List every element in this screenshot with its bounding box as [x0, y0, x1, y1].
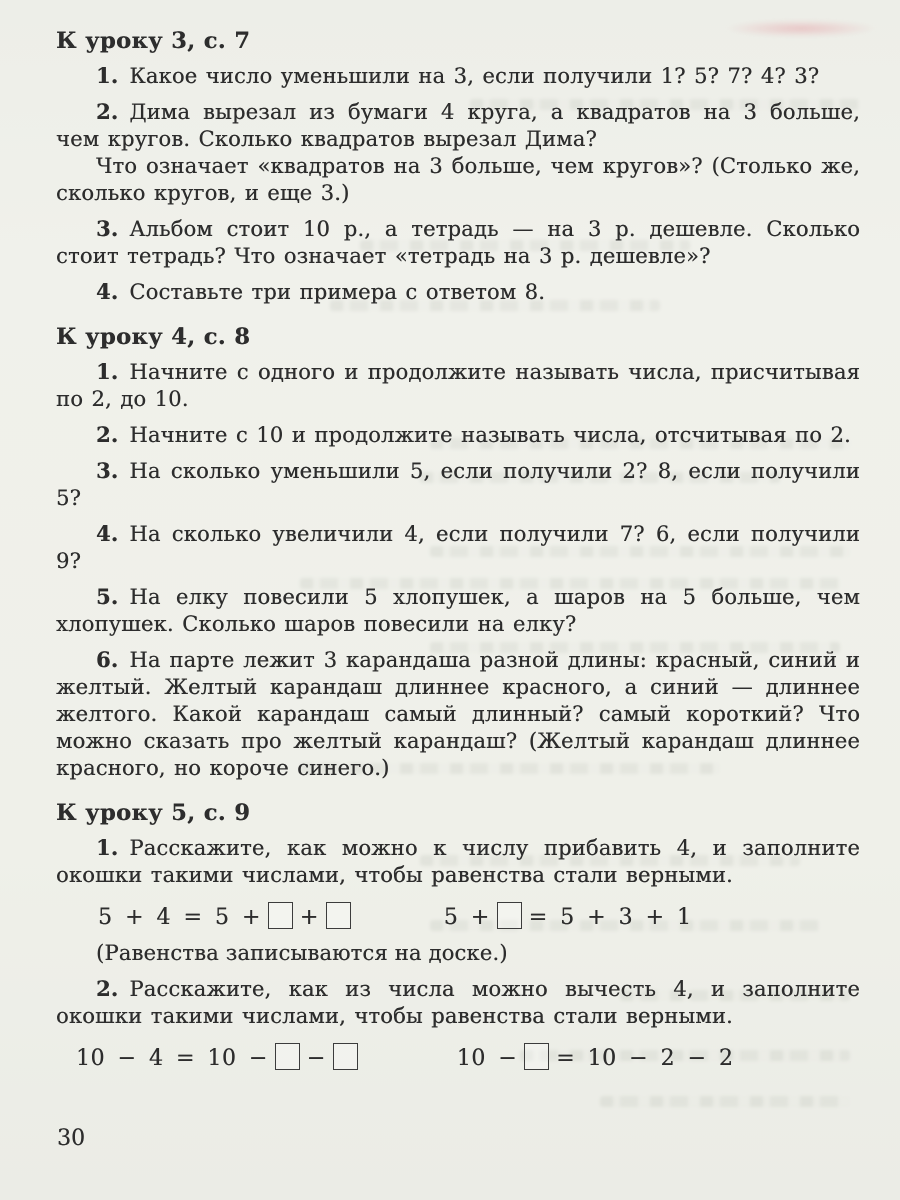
- answer-box: [333, 1043, 358, 1070]
- equation-row-subtraction: [56, 1043, 860, 1075]
- exercise-item-continuation: [56, 153, 860, 207]
- exercise-item: [56, 62, 860, 90]
- item-text: Расскажите, как из числа можно вычесть 4, и заполните окошки такими числами, чтобы равенства стали верными.: [56, 977, 860, 1028]
- equation-subtraction-right: [457, 1043, 734, 1075]
- item-number: 4.: [96, 521, 119, 546]
- equation-text: = 5 + 3 + 1: [528, 905, 692, 930]
- bleed-through-artifact: [600, 1096, 850, 1107]
- item-text: Альбом стоит 10 р., а тетрадь — на 3 р. дешевле. Сколько стоит тетрадь? Что означает «тетрадь на 3 р. дешевле»?: [56, 217, 860, 268]
- item-number: 1.: [96, 63, 119, 88]
- section-heading: К уроку 3, с. 7: [56, 28, 251, 54]
- exercise-item: [56, 520, 860, 575]
- equation-addition-left: [98, 902, 358, 934]
- item-number: 6.: [96, 647, 119, 672]
- equation-row-addition: [56, 902, 860, 934]
- equation-text: 10 −: [456, 1046, 518, 1071]
- answer-box: [524, 1043, 549, 1070]
- section-lesson-5: [56, 800, 860, 1075]
- answer-box: [268, 902, 293, 929]
- equation-addition-right: [444, 902, 692, 934]
- exercise-item: [56, 457, 860, 512]
- item-text: Расскажите, как можно к числу прибавить 4, и заполните окошки такими числами, чтобы равенства стали верными.: [56, 836, 860, 887]
- answer-box: [326, 902, 351, 929]
- board-note: (Равенства записываются на доске.): [96, 941, 508, 965]
- answer-box: [497, 902, 522, 929]
- equation-text: +: [299, 905, 319, 930]
- section-heading: К уроку 5, с. 9: [56, 800, 251, 826]
- item-number: 3.: [96, 458, 119, 483]
- item-number: 2.: [96, 422, 119, 447]
- exercise-item: [56, 975, 860, 1030]
- item-number: 1.: [96, 359, 119, 384]
- item-text: Составьте три примера с ответом 8.: [129, 280, 546, 304]
- equation-text: 5 +: [443, 905, 490, 930]
- item-text: Начните с одного и продолжите называть числа, присчитывая по 2, до 10.: [56, 360, 860, 411]
- item-number: 5.: [96, 584, 119, 609]
- exercise-item: [56, 834, 860, 889]
- equation-text: 10 − 4 = 10 −: [76, 1046, 268, 1071]
- exercise-item: [56, 358, 860, 413]
- exercise-item: [56, 646, 860, 782]
- answer-box: [275, 1043, 300, 1070]
- equation-text: −: [306, 1046, 326, 1071]
- exercise-item: [56, 421, 860, 449]
- exercise-item: [56, 583, 860, 638]
- page-content: [56, 28, 860, 1075]
- section-lesson-3: [56, 28, 860, 306]
- item-number: 2.: [96, 976, 119, 1001]
- exercise-item: [56, 98, 860, 153]
- item-text: Начните с 10 и продолжите называть числа, отсчитывая по 2.: [129, 423, 851, 447]
- item-text: На елку повесили 5 хлопушек, а шаров на 5 больше, чем хлопушек. Сколько шаров повесили на елку?: [56, 585, 860, 636]
- section-lesson-4: [56, 324, 860, 782]
- exercise-item: [56, 278, 860, 306]
- item-text: Какое число уменьшили на 3, если получили 1? 5? 7? 4? 3?: [129, 64, 820, 88]
- section-heading: К уроку 4, с. 8: [56, 324, 251, 350]
- equation-subtraction-left: [76, 1043, 365, 1075]
- item-number: 1.: [96, 835, 119, 860]
- item-number: 4.: [96, 279, 119, 304]
- page-number: 30: [57, 1126, 85, 1151]
- item-text: Дима вырезал из бумаги 4 круга, а квадратов на 3 больше, чем кругов. Сколько квадратов вырезал Дима?: [56, 100, 860, 151]
- equation-text: = 10 − 2 − 2: [556, 1046, 734, 1071]
- exercise-item: [56, 215, 860, 270]
- item-text: На сколько увеличили 4, если получили 7? 6, если получили 9?: [56, 522, 860, 573]
- item-number: 2.: [96, 99, 119, 124]
- item-text: На парте лежит 3 карандаша разной длины: красный, синий и желтый. Желтый карандаш длиннее красного, а синий — длиннее желтого. Какой карандаш самый длинный? самый короткий? Что можно сказать про желтый карандаш? (Желтый карандаш длиннее красного, но короче синего.): [56, 648, 860, 780]
- item-number: 3.: [96, 216, 119, 241]
- item-text: На сколько уменьшили 5, если получили 2? 8, если получили 5?: [56, 459, 860, 510]
- item-text: Что означает «квадратов на 3 больше, чем кругов»? (Столько же, сколько кругов, и еще 3.): [56, 154, 860, 205]
- equation-text: 5 + 4 = 5 +: [98, 905, 261, 930]
